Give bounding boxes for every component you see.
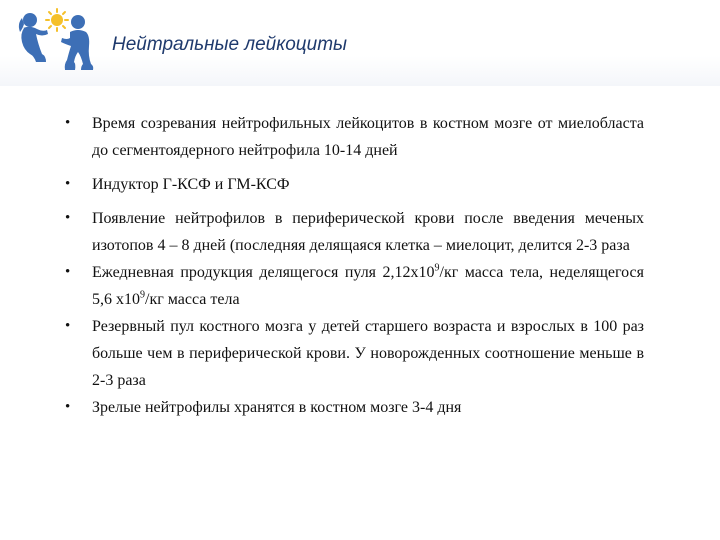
bullet-inductor: • Индуктор Г-КСФ и ГМ-КСФ: [62, 171, 644, 198]
bullet-reserve-pool: • Резервный пул костного мозга у детей старшего возраста и взрослых в 100 раз больше чем в периферической крови. У новорожденных соотношение меньше в 2-3 раза: [62, 313, 644, 394]
bullet-list: [62, 110, 644, 421]
daily-production-part-2: /кг масса тела, неделящегося 5,6 х10: [92, 264, 645, 308]
bullet-appearance-in-blood: • Появление нейтрофилов в периферической крови после введения меченых изотопов 4 – 8 дней (последняя делящаяся клетка – миелоцит, делится 2-3 раза: [62, 205, 644, 259]
daily-production-part-1: Ежедневная продукция делящегося пуля 2,12х10: [92, 264, 435, 281]
slide-header: [0, 0, 720, 86]
exponent-1: 9: [434, 262, 440, 274]
sun-icon: [46, 9, 68, 31]
slide-title: Нейтральные лейкоциты: [112, 34, 348, 55]
bullet-mature-storage: • Зрелые нейтрофилы хранятся в костном мозге 3-4 дня: [62, 394, 644, 421]
bullet-daily-production: [62, 259, 644, 313]
child-left-icon: [19, 13, 48, 62]
child-right-icon: [61, 15, 93, 70]
children-with-sun-icon: [10, 6, 102, 76]
bullet-maturation-time: • Время созревания нейтрофильных лейкоцитов в костном мозге от миелобласта до сегментоядерного нейтрофила 10-14 дней: [62, 110, 644, 164]
slide-content: [62, 110, 644, 421]
exponent-2: 9: [140, 289, 145, 301]
daily-production-part-3: /кг масса тела: [145, 291, 240, 308]
